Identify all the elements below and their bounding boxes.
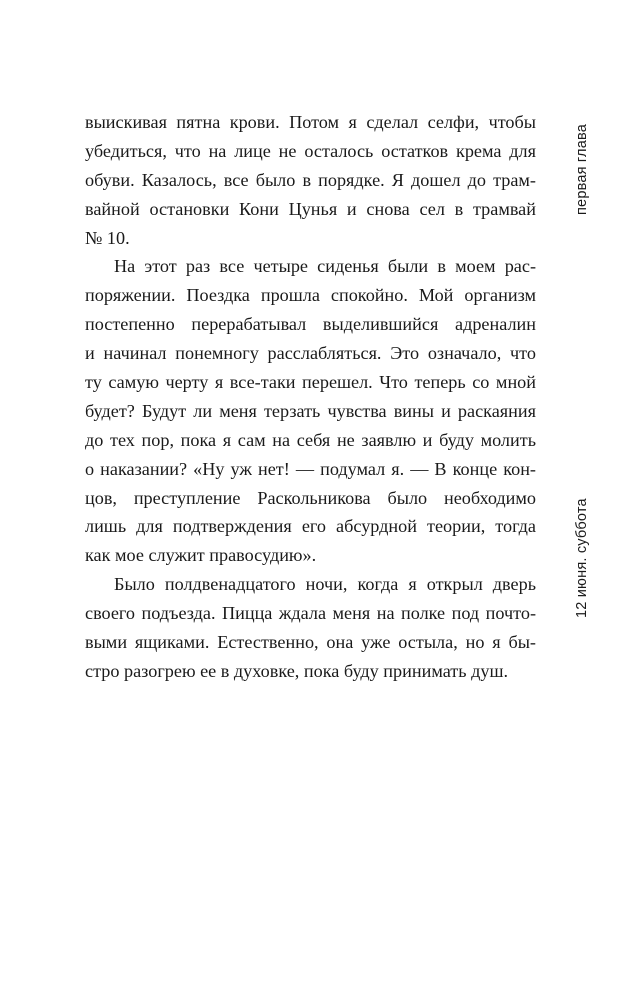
text-line: № 10. [85,227,130,248]
text-line: стро разогрею ее в духовке, пока буду принимать душ. [85,660,508,681]
paragraph-1 [85,108,536,252]
body-text [85,108,536,686]
text-line: своего подъезда. Пицца ждала меня на полке под почто- [85,603,536,624]
text-line: выискивая пятна крови. Потом я сделал селфи, чтобы [85,112,536,132]
text-line: до тех пор, пока я сам на себя не заявлю и буду молить [85,429,536,450]
text-line: убедиться, что на лице не осталось остатков крема для [85,140,536,161]
paragraph-2 [85,252,536,570]
text-line: о наказании? «Ну уж нет! — подумал я. — В конце кон- [85,458,536,479]
text-line: и начинал понемногу расслабляться. Это означало, что [85,343,536,364]
text-line: выми ящиками. Естественно, она уже остыла, но я бы- [85,632,536,653]
text-line: лишь для подтверждения его абсурдной теории, тогда [85,516,536,537]
running-head-chapter: первая глава [574,124,590,215]
text-line: как мое служит правосудию». [85,545,317,566]
text-line: Было полдвенадцатого ночи, когда я открыл дверь [114,574,536,595]
text-line: постепенно перерабатывал выделившийся адреналин [85,314,536,335]
running-head-date: 12 июня. суббота [574,498,590,618]
paragraph-3 [85,570,536,686]
text-line: вайной остановки Кони Цунья и снова сел в трамвай [85,198,536,219]
text-line: На этот раз все четыре сиденья были в моем рас- [114,256,536,277]
text-line: цов, преступление Раскольникова было необходимо [85,487,536,508]
text-line: обуви. Казалось, все было в порядке. Я дошел до трам- [85,169,536,190]
text-line: ту самую черту я все-таки перешел. Что теперь со мной [85,372,536,393]
text-line: будет? Будут ли меня терзать чувства вины и раскаяния [85,400,536,421]
text-line: поряжении. Поездка прошла спокойно. Мой организм [85,285,536,306]
